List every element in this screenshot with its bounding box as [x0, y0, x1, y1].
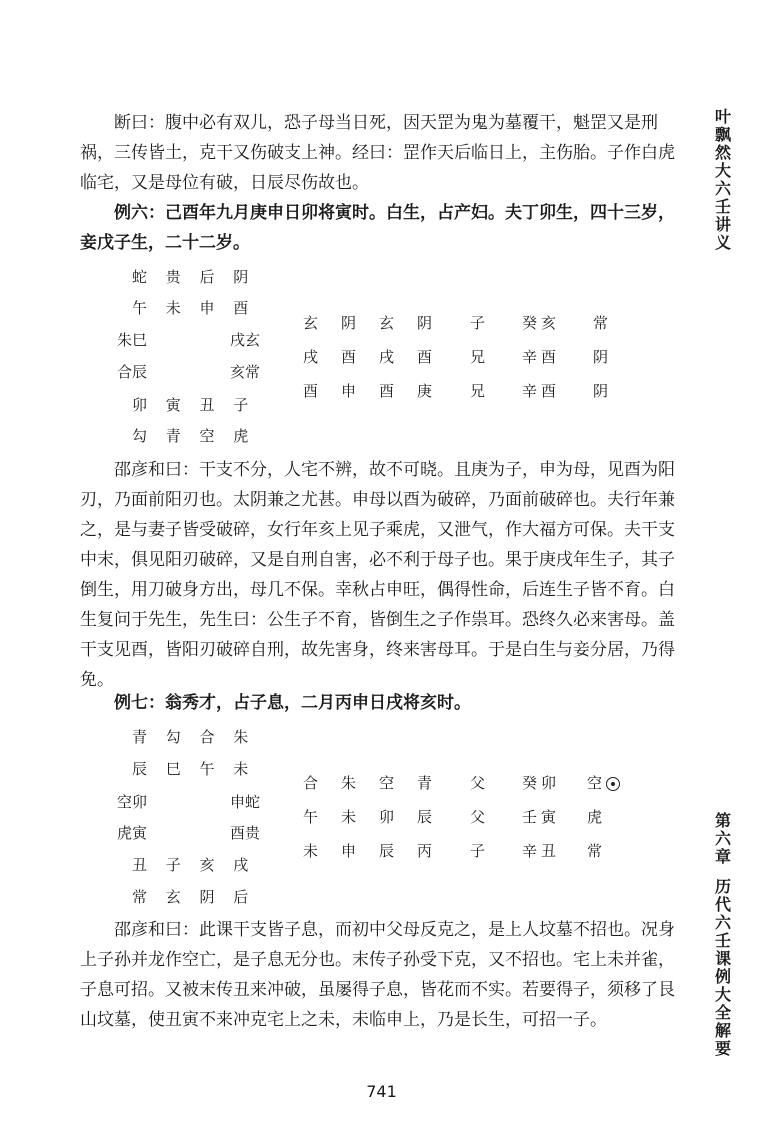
chart1-row3-left: 朱巳	[117, 331, 148, 349]
chart2-general-2: 虎	[587, 808, 603, 826]
chart2-relation-1: 父	[470, 774, 486, 792]
chart1-general-1: 常	[593, 314, 609, 332]
chart2-ke-row3: 未 申 辰 丙	[303, 842, 437, 860]
chart1-ke-row3: 酉 申 酉 庚	[303, 382, 437, 400]
chart1-ganzhi-2: 辛酉	[522, 348, 561, 366]
chart1-row5: 卯 寅 丑 子	[132, 396, 249, 414]
paragraph-3	[80, 455, 680, 695]
chart2-row4-right: 酉贵	[230, 824, 261, 842]
chart2-general-1	[587, 773, 620, 793]
chart1-ganzhi-1: 癸亥	[522, 314, 561, 332]
chart1-row3-right: 戌玄	[230, 331, 261, 349]
chart1-ke-row1: 玄 阴 玄 阴	[303, 314, 437, 332]
chart2-row4-left: 虎寅	[117, 824, 148, 842]
example-6-heading	[80, 198, 680, 258]
chart1-ganzhi-3: 辛酉	[522, 382, 561, 400]
chart2-ganzhi-3: 辛丑	[522, 842, 561, 860]
chart2-ganzhi-1: 癸卯	[522, 774, 561, 792]
chart2-relation-3: 子	[470, 842, 486, 860]
chart2-row6: 常 玄 阴 后	[132, 888, 249, 906]
chart2-row5: 丑 子 亥 戌	[132, 856, 249, 874]
chart1-relation-3: 兄	[470, 382, 486, 400]
chart1-row1: 蛇 贵 后 阴	[132, 268, 249, 286]
side-book-title	[711, 108, 733, 252]
chart2-general-1-text: 空	[587, 774, 603, 792]
paragraph-5-text: 邵彦和曰：此课干支皆子息，而初中父母反克之，是上人坟墓不招也。况身上子孙并龙作空亡，是子息无分也。末传子孙受下克，又不招也。宅上未并雀，子息可招。又被末传丑来冲破，虽屡得子息，皆花而不实。若要得子，须移了艮山坟墓，使丑寅不来冲克宅上之未，未临申上，乃是长生，可招一子。	[80, 920, 675, 1030]
chart1-general-3: 阴	[593, 382, 609, 400]
chart2-ke-row1: 合 朱 空 青	[303, 774, 437, 792]
side-chapter-title-text: 历代六壬课例大全解要	[712, 878, 732, 1058]
chart2-row1: 青 勾 合 朱	[132, 728, 249, 746]
chart1-general-2: 阴	[593, 348, 609, 366]
chart1-row4-left: 合辰	[117, 363, 148, 381]
side-chapter-number-text: 第六章	[712, 812, 732, 866]
example-6-text: 例六：己酉年九月庚申日卯将寅时。白生，占产妇。夫丁卯生，四十三岁，妾戊子生，二十二岁。	[80, 203, 675, 253]
example-7-heading	[80, 688, 680, 718]
chart1-relation-2: 兄	[470, 348, 486, 366]
chart1-row2: 午 未 申 酉	[132, 299, 249, 317]
paragraph-1	[80, 108, 680, 198]
chart2-row2: 辰 巳 午 未	[132, 760, 249, 778]
chart1-row4-right: 亥常	[230, 363, 261, 381]
side-chapter-title	[711, 878, 733, 1058]
example-7-text: 例七：翁秀才，占子息，二月丙申日戌将亥时。	[114, 693, 471, 713]
circle-dot-icon	[606, 777, 620, 791]
chart2-relation-2: 父	[470, 808, 486, 826]
chart1-ke-row2: 戌 酉 戌 酉	[303, 348, 437, 366]
chart2-general-3: 常	[587, 842, 603, 860]
chart2-ganzhi-2: 壬寅	[522, 808, 561, 826]
paragraph-1-text: 断曰：腹中必有双儿，恐子母当日死，因天罡为鬼为墓覆干，魁罡又是刑祸，三传皆土，克干又伤破支上神。经曰：罡作天后临日上，主伤胎。子作白虎临宅，又是母位有破，日辰尽伤故也。	[80, 113, 675, 193]
paragraph-5	[80, 915, 680, 1035]
chart2-row3-left: 空卯	[117, 793, 148, 811]
side-book-title-text: 叶飘然大六壬讲义	[712, 108, 732, 252]
chart1-row6: 勾 青 空 虎	[132, 427, 249, 445]
chart1-relation-1: 子	[470, 314, 486, 332]
paragraph-3-text: 邵彦和曰：干支不分，人宅不辨，故不可晓。且庚为子，申为母，见酉为阳刃，乃面前阳刃也。太阴兼之尤甚。申母以酉为破碎，乃面前破碎也。夫行年兼之，是与妻子皆受破碎，女行年亥上见子乘虎，又泄气，作大福方可保。夫干支中末，俱见阳刃破碎，又是自刑自害，必不利于母子也。果于庚戌年生子，其子倒生，用刀破身方出，母几不保。幸秋占申旺，偶得性命，后连生子皆不育。白生复问于先生，先生曰：公生子不育，皆倒生之子作祟耳。恐终久必来害母。盖干支见酉，皆阳刃破碎自刑，故先害身，终来害母耳。于是白生与妾分居，乃得免。	[80, 460, 675, 690]
page-number: 741	[366, 1082, 397, 1101]
chart2-row3-right: 申蛇	[230, 793, 261, 811]
side-chapter-number	[711, 812, 733, 866]
chart2-ke-row2: 午 未 卯 辰	[303, 808, 437, 826]
